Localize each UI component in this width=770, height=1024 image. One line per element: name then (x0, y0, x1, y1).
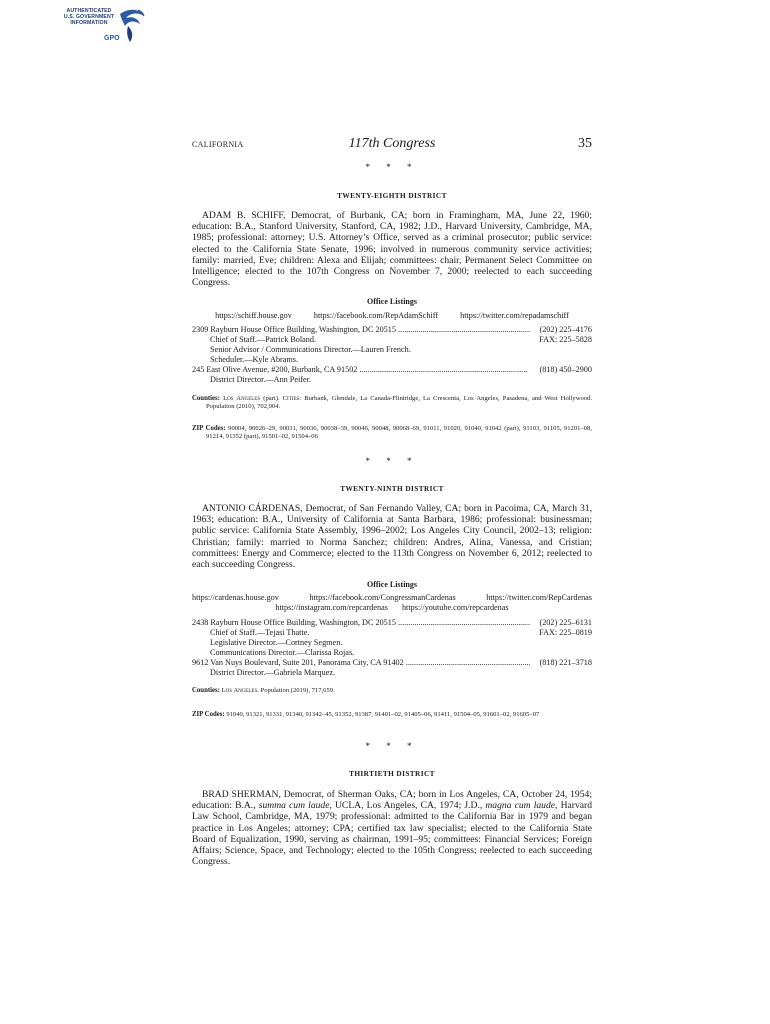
zip-codes-note (192, 425, 592, 442)
office-address-line (192, 658, 592, 668)
congress-title: 117th Congress (348, 136, 436, 151)
counties-note (192, 687, 592, 695)
zip-label: ZIP Codes: (192, 425, 226, 432)
member-biography (192, 789, 592, 867)
office-list (192, 618, 592, 679)
staff-entry: District Director.—Ann Peifer. (210, 375, 311, 385)
biography-text: BRAD SHERMAN, Democrat, of Sherman Oaks, CA; born in Los Angeles, CA, October 24, 1954; education: B.A., summa cum laude, UCLA, Los Angeles, CA, 1974; J.D., magna cum laude, Harvard Law School, Cambridge, MA, 1979; professional: admitted to the California Bar in 1979 and began practice in Los Angeles; attorney; CPA; certified tax law specialist; elected to the California State Board of Equalization, 1990, serving as chairman, 1991–95; committees: Financial Services; Foreign Affairs; Science, Space, and Technology; elected to the 105th Congress; reelected to each succeeding Congress. (192, 789, 592, 868)
office-list (192, 325, 592, 386)
zip-text: 91040, 91321, 91331, 91340, 91342–45, 91352, 91387, 91401–02, 91405–06, 91411, 91504–05, 91601–02, 91605–07 (226, 711, 540, 718)
office-address-line (192, 618, 592, 628)
website-link[interactable]: https://schiff.house.gov (215, 311, 292, 320)
office-address: 245 East Olive Avenue, #200, Burbank, CA 91502 ..... (192, 365, 530, 375)
instagram-link[interactable]: https://instagram.com/repcardenas (275, 603, 388, 612)
office-phone: (202) 225–6131 (539, 618, 592, 627)
staff-entry: Chief of Staff.—Patrick Boland. (210, 335, 317, 345)
staff-line (192, 628, 592, 638)
counties-text: Los Angeles (part). Cities: Burbank, Glendale, La Canada-Flintridge, La Crescenta, Los Angeles, Pasadena, and West Hollywood. Population (2010), 702,904. (206, 395, 593, 411)
staff-entry: Communications Director.—Clarissa Rojas. (210, 648, 355, 658)
office-phone: (818) 221–3718 (539, 658, 592, 668)
counties-text: Los Angeles. Population (2019), 717,659. (221, 687, 335, 694)
staff-entry: Legislative Director.—Cortney Segmen. (210, 638, 343, 648)
logo-line-1: AUTHENTICATED (66, 8, 112, 14)
section-separator: * * * (365, 162, 419, 172)
counties-note (192, 395, 592, 412)
office-address-line (192, 365, 592, 375)
office-address-line (192, 325, 592, 335)
logo-gpo-mark: GPO (104, 35, 120, 42)
gpo-authentication-logo (58, 6, 148, 46)
office-listings-heading: Office Listings (367, 580, 417, 589)
office-fax: FAX: 225–0819 (539, 628, 592, 638)
page-number: 35 (578, 136, 592, 151)
logo-line-3: INFORMATION (70, 20, 108, 26)
state-label: CALIFORNIA (192, 140, 244, 149)
member-biography (192, 503, 592, 570)
district-heading: TWENTY-NINTH DISTRICT (340, 484, 444, 493)
running-head (192, 137, 592, 153)
staff-entry: Senior Advisor / Communications Director.—Lauren French. (210, 345, 411, 355)
district-heading: TWENTY-EIGHTH DISTRICT (337, 191, 447, 200)
section-separator: * * * (365, 741, 419, 751)
eagle-icon (114, 6, 148, 46)
youtube-link[interactable]: https://youtube.com/repcardenas (401, 603, 509, 612)
counties-label: Counties: (192, 395, 220, 402)
biography-text: ANTONIO CÁRDENAS, Democrat, of San Fernando Valley, CA; born in Pacoima, CA, March 31, 1963; education: B.A., University of California at Santa Barbara, 1986; professional: businessman; public service: California State Assembly, 1996–2002; Los Angeles City Council, 2002–13; religion: Christian; family: married to Norma Sanchez; children: Andres, Alina, Vanessa, and Cristian; committees: Energy and Commerce; elected to the 113th Congress on November 6, 2012; reelected to each succeeding Congress. (192, 503, 592, 571)
zip-text: 90004, 90026–29, 90031, 90036, 90038–39, 90046, 90048, 90068–69, 91011, 91020, 91040, 91042 (part), 91103, 91105, 91201–08, 91214, 91352 (part), 91501–02, 91504–06 (206, 425, 592, 441)
member-biography (192, 210, 592, 288)
facebook-link[interactable]: https://facebook.com/CongressmanCardenas (309, 593, 456, 602)
office-phone: (202) 225–4176 (539, 325, 592, 334)
biography-text: ADAM B. SCHIFF, Democrat, of Burbank, CA; born in Framingham, MA, June 22, 1960; education: B.A., Stanford University, Stanford, CA, 1982; J.D., Harvard University, Cambridge, MA, 1985; professional: attorney; U.S. Attorney’s Office, served as a criminal prosecutor; public service: elected to the California State Senate, 1996; involved in numerous community service activities; family: married, Eve; children: Alexa and Elijah; committees: chair, Permanent Select Committee on Intelligence; elected to the 107th Congress on November 7, 2000; reelected to each succeeding Congress. (192, 210, 592, 289)
staff-line (192, 335, 592, 345)
district-heading: THIRTIETH DISTRICT (349, 769, 435, 778)
twitter-link[interactable]: https://twitter.com/RepCardenas (486, 593, 592, 602)
office-listings-heading: Office Listings (367, 297, 417, 306)
office-address: 2438 Rayburn House Office Building, Washington, DC 20515 ..... (192, 618, 530, 628)
zip-label: ZIP Codes: (192, 711, 225, 718)
section-separator: * * * (365, 456, 419, 466)
office-links (192, 311, 592, 320)
office-links (192, 593, 592, 612)
website-link[interactable]: https://cardenas.house.gov (192, 593, 279, 602)
staff-entry: District Director.—Gabriela Marquez. (210, 668, 336, 678)
facebook-link[interactable]: https://facebook.com/RepAdamSchiff (313, 311, 439, 320)
zip-codes-note (192, 711, 592, 719)
office-phone: (818) 450–2900 (539, 365, 592, 375)
office-address: 9612 Van Nuys Boulevard, Suite 201, Panorama City, CA 91402 ..... (192, 658, 530, 668)
twitter-link[interactable]: https://twitter.com/repadamschiff (460, 311, 569, 320)
staff-entry: Scheduler.—Kyle Abrams. (210, 355, 298, 365)
office-address: 2309 Rayburn House Office Building, Washington, DC 20515 ..... (192, 325, 530, 335)
logo-line-2: U.S. GOVERNMENT (63, 14, 115, 20)
staff-entry: Chief of Staff.—Tejasi Thatte. (210, 628, 310, 638)
office-fax: FAX: 225–5828 (539, 335, 592, 345)
counties-label: Counties: (192, 687, 220, 694)
